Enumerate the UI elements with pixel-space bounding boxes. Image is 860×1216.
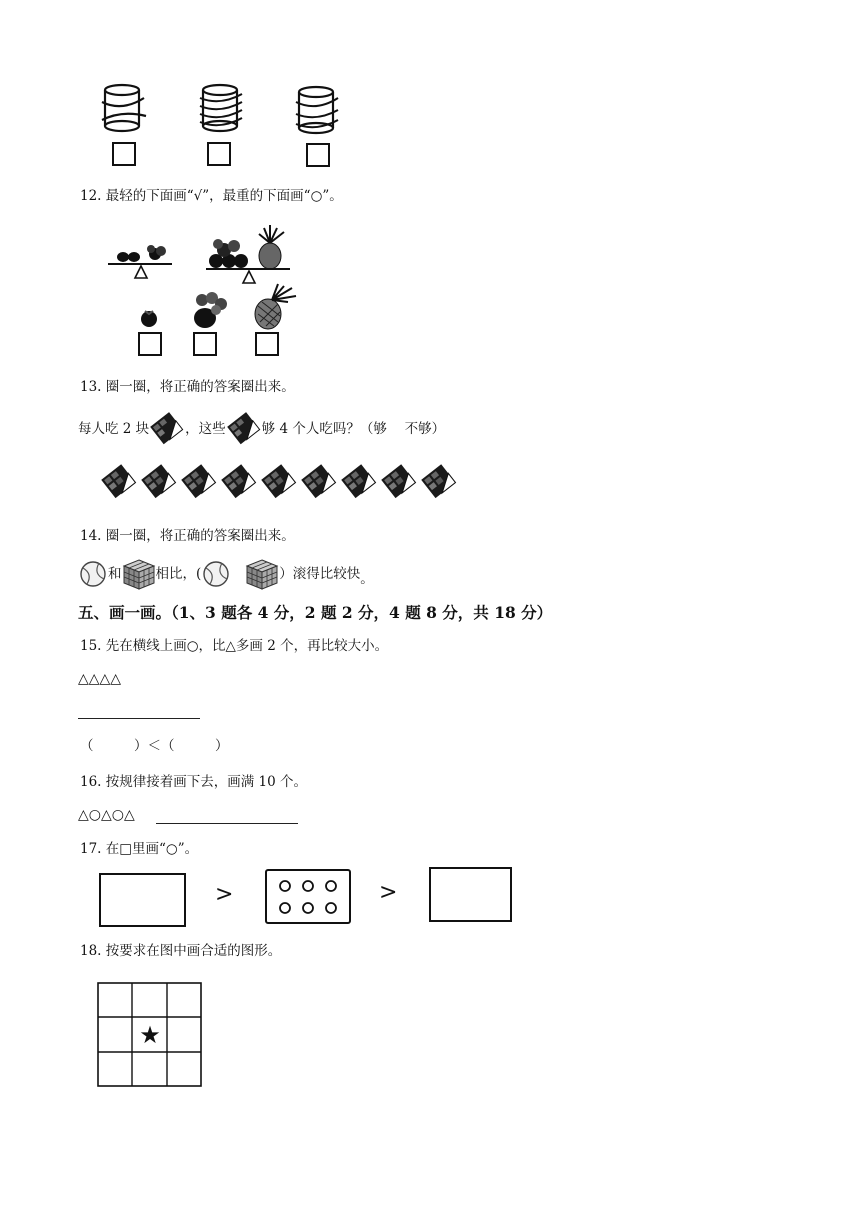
question-17-title: 17. 在□里画“○”。: [80, 841, 199, 857]
q14-period: 。: [360, 571, 374, 587]
chocolate-icon[interactable]: [380, 462, 418, 502]
question-16-title: 16. 按规律接着画下去，画满 10 个。: [80, 774, 308, 790]
answer-box-coil-3[interactable]: [306, 143, 330, 167]
q17-middle-box: [265, 869, 351, 924]
ball-icon[interactable]: [78, 559, 108, 589]
chocolate-icon[interactable]: [220, 462, 258, 502]
rubiks-cube-icon[interactable]: [245, 558, 279, 590]
chocolate-icon: [149, 412, 185, 446]
chocolate-icon[interactable]: [140, 462, 178, 502]
answer-box-coil-2[interactable]: [207, 142, 231, 166]
balance-scale-2-icon: [204, 222, 296, 288]
chocolate-icon[interactable]: [420, 462, 458, 502]
chocolate-icon[interactable]: [260, 462, 298, 502]
chocolate-icon[interactable]: [100, 462, 138, 502]
answer-box-pineapple[interactable]: [255, 332, 279, 356]
question-15-title: 15. 先在横线上画○，比△多画 2 个，再比较大小。: [80, 638, 389, 654]
q14-and: 和: [108, 566, 122, 582]
question-14-sentence: [78, 558, 374, 590]
q15-answer-line[interactable]: [78, 718, 200, 719]
answer-box-coil-1[interactable]: [112, 142, 136, 166]
ball-icon[interactable]: [201, 559, 231, 589]
answer-box-vegetable[interactable]: [193, 332, 217, 356]
pineapple-icon: [248, 282, 304, 330]
q14-end: ）滚得比较快: [279, 566, 361, 582]
question-13-title: 13. 圈一圈，将正确的答案圈出来。: [80, 379, 295, 395]
q13-text-c: 够 4 个人吃吗？（够 不够）: [261, 421, 446, 437]
q13-text-a: 每人吃 2 块: [78, 421, 150, 437]
q17-left-box[interactable]: [99, 873, 186, 927]
question-12-title: 12. 最轻的下面画“√”，最重的下面画“○”。: [80, 188, 343, 204]
q16-pattern: △○△○△: [78, 807, 135, 823]
star-icon: ★: [139, 1021, 161, 1049]
tomato-icon: [138, 307, 160, 329]
q13-text-b: ，这些: [185, 421, 226, 437]
q18-grid[interactable]: [97, 982, 202, 1087]
chocolate-icon[interactable]: [300, 462, 338, 502]
six-circles-icon: [267, 871, 349, 922]
answer-box-tomato[interactable]: [138, 332, 162, 356]
question-13-sentence: [78, 412, 445, 446]
q17-gt-sign-2: >: [379, 880, 398, 905]
chocolate-icon: [226, 412, 262, 446]
q15-triangles: △△△△: [78, 671, 122, 687]
q15-compare-blanks[interactable]: （ ）＜（ ）: [80, 738, 229, 754]
chocolate-row: [100, 462, 470, 502]
chocolate-icon[interactable]: [340, 462, 378, 502]
q14-compare: 相比，(: [155, 566, 202, 582]
rubiks-cube-icon[interactable]: [122, 558, 156, 590]
section-5-heading: 五、画一画。（1、3 题各 4 分，2 题 2 分，4 题 8 分，共 18 分）: [78, 603, 553, 622]
question-14-title: 14. 圈一圈，将正确的答案圈出来。: [80, 528, 295, 544]
q17-gt-sign-1: >: [215, 882, 234, 907]
vegetable-icon: [188, 290, 234, 330]
balance-scale-1-icon: [106, 238, 176, 288]
question-18-title: 18. 按要求在图中画合适的图形。: [80, 943, 282, 959]
q16-answer-line[interactable]: [156, 823, 298, 824]
chocolate-icon[interactable]: [180, 462, 218, 502]
q17-right-box[interactable]: [429, 867, 512, 922]
